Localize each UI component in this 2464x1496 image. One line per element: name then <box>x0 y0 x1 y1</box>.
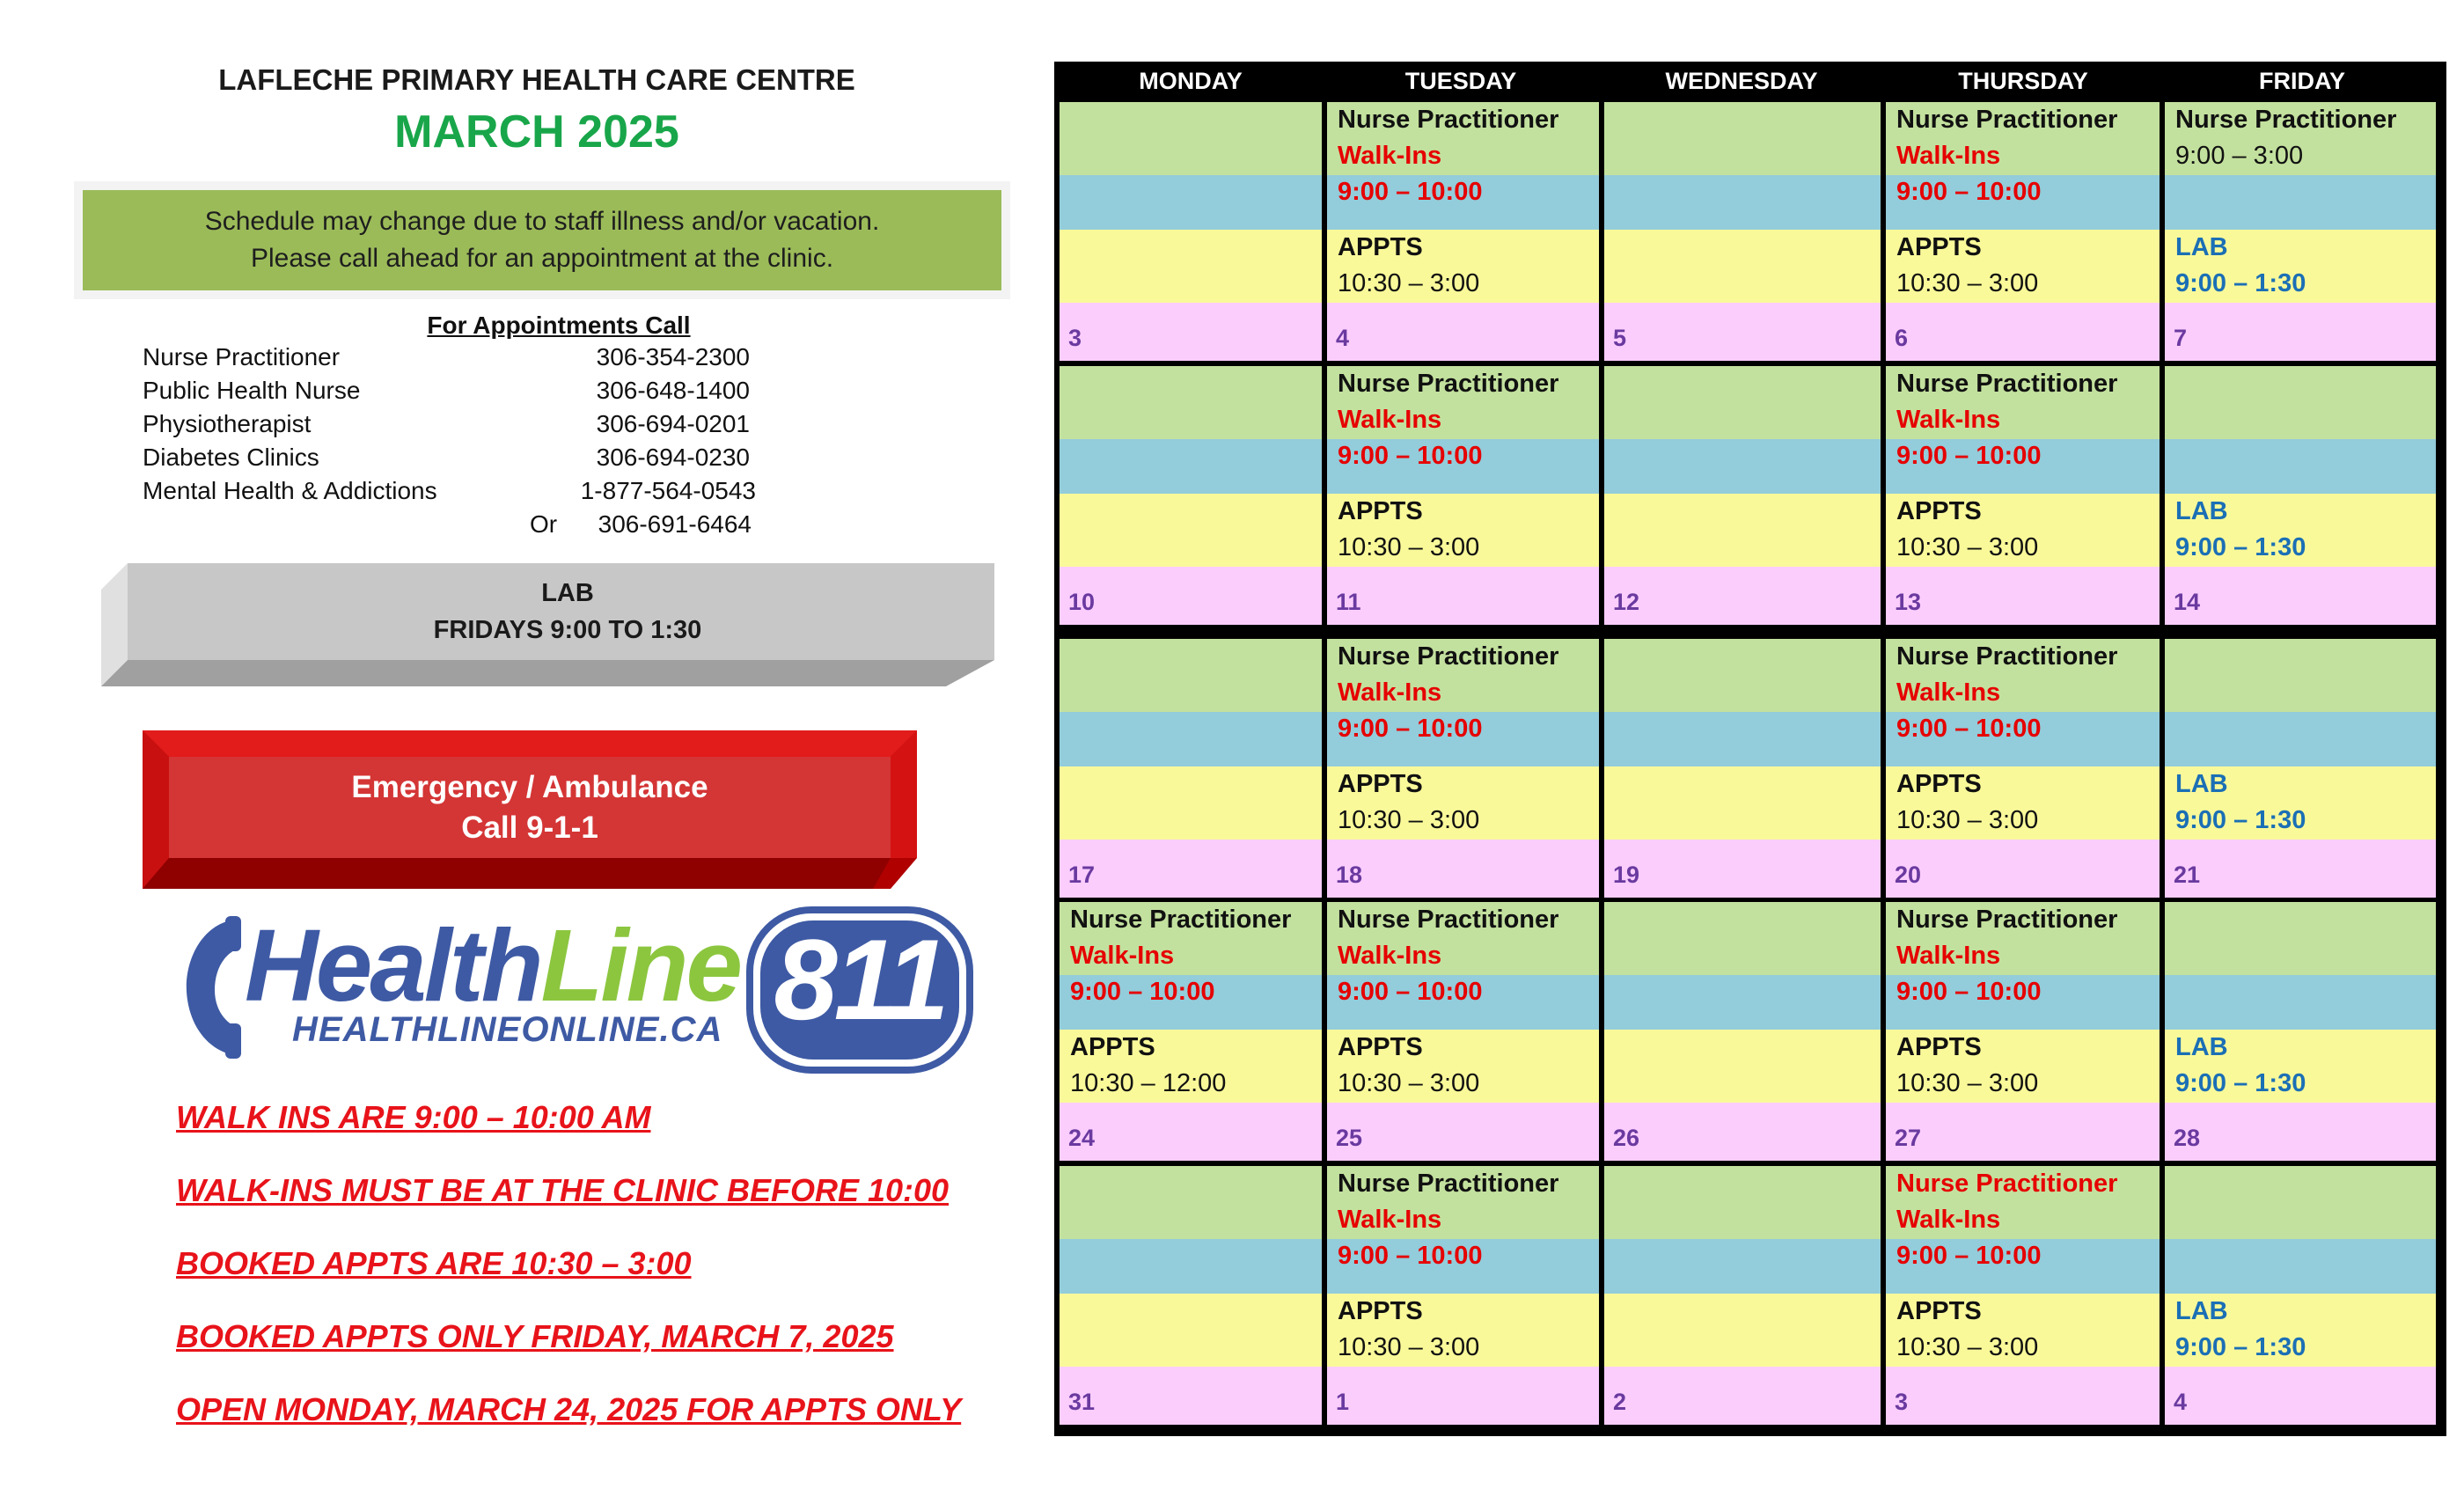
day-number: 19 <box>1613 862 1640 888</box>
appts-label: APPTS <box>1338 1033 1423 1061</box>
nurse-practitioner-label: Nurse Practitioner <box>1338 906 1559 934</box>
day-header-wednesday: WEDNESDAY <box>1665 67 1818 94</box>
cell-band <box>1327 303 1599 361</box>
appts-label: APPTS <box>1338 497 1423 525</box>
walk-ins-time: 9:00 – 10:00 <box>1338 978 1483 1006</box>
cell-band <box>1886 303 2160 361</box>
walk-ins-label: Walk-Ins <box>1896 942 2001 970</box>
walk-ins-time: 9:00 – 10:00 <box>1338 1242 1483 1270</box>
calendar-week <box>1060 639 2441 898</box>
appts-label: APPTS <box>1070 1033 1155 1061</box>
nurse-practitioner-label: Nurse Practitioner <box>1896 642 2118 671</box>
cell-band <box>1060 439 1322 494</box>
walk-ins-time: 9:00 – 10:00 <box>1896 715 2042 743</box>
walk-ins-time: 9:00 – 10:00 <box>1338 715 1483 743</box>
cell-band <box>1060 766 1322 840</box>
cell-band <box>2165 639 2436 712</box>
lab-banner <box>101 563 999 686</box>
cell-band <box>1886 1367 2160 1425</box>
walk-ins-label: Walk-Ins <box>1338 406 1442 434</box>
cell-band <box>1604 1367 1881 1425</box>
day-cell <box>1604 102 1881 361</box>
day-cell <box>1060 902 1322 1161</box>
cell-band <box>2165 840 2436 898</box>
cell-band <box>1604 102 1881 175</box>
contact-row <box>143 377 794 410</box>
cell-band <box>1604 1239 1881 1294</box>
walk-ins-label: Walk-Ins <box>1896 142 2001 170</box>
note-item: OPEN MONDAY, MARCH 24, 2025 FOR APPTS ONLY <box>176 1391 962 1427</box>
calendar-week <box>1060 902 2441 1161</box>
lab-time: 9:00 – 1:30 <box>2175 1333 2306 1361</box>
nurse-practitioner-label: Nurse Practitioner <box>1896 106 2118 134</box>
walk-ins-time: 9:00 – 10:00 <box>1338 178 1483 206</box>
day-number: 28 <box>2174 1125 2201 1151</box>
cell-band <box>1060 175 1322 230</box>
cell-band <box>1604 902 1881 975</box>
day-cell <box>2165 639 2436 898</box>
clinic-name: LAFLECHE PRIMARY HEALTH CARE CENTRE <box>218 63 855 96</box>
cell-band <box>1604 639 1881 712</box>
day-number: 4 <box>1336 325 1350 351</box>
calendar-week <box>1060 1166 2441 1425</box>
calendar-header <box>1054 62 2446 100</box>
note-item: BOOKED APPTS ONLY FRIDAY, MARCH 7, 2025 <box>176 1318 894 1354</box>
lab-label: LAB <box>2175 770 2228 798</box>
cell-band <box>1060 1367 1322 1425</box>
cell-band <box>1060 230 1322 303</box>
day-cell <box>1327 366 1599 625</box>
day-cell <box>1604 366 1881 625</box>
appts-label: APPTS <box>1896 1033 1982 1061</box>
appts-label: APPTS <box>1338 233 1423 261</box>
contact-phone: 306-694-0230 <box>596 444 750 471</box>
appts-time: 10:30 – 12:00 <box>1070 1069 1227 1097</box>
day-cell <box>2165 902 2436 1161</box>
month-title: MARCH 2025 <box>394 106 679 158</box>
nurse-practitioner-label: Nurse Practitioner <box>1070 906 1292 934</box>
walk-ins-label: Walk-Ins <box>1338 678 1442 707</box>
appts-label: APPTS <box>1338 1297 1423 1325</box>
cell-band <box>1060 567 1322 625</box>
cell-band <box>1060 1103 1322 1161</box>
cell-band <box>1060 366 1322 439</box>
walk-ins-label: Walk-Ins <box>1896 1206 2001 1234</box>
cell-band <box>1060 639 1322 712</box>
day-number: 1 <box>1336 1389 1350 1415</box>
cell-band <box>1060 303 1322 361</box>
appts-time: 10:30 – 3:00 <box>1338 1069 1480 1097</box>
contact-phone: 306-354-2300 <box>596 343 750 370</box>
note-item: BOOKED APPTS ARE 10:30 – 3:00 <box>176 1245 692 1281</box>
contact-role: Public Health Nurse <box>143 377 361 404</box>
cell-band <box>2165 1103 2436 1161</box>
appts-time: 10:30 – 3:00 <box>1338 806 1480 834</box>
contact-phone: 1-877-564-0543 <box>580 477 756 504</box>
cell-band <box>1604 766 1881 840</box>
day-cell <box>1886 102 2160 361</box>
contact-phone: 306-691-6464 <box>598 510 752 538</box>
day-cell <box>1060 366 1322 625</box>
walk-ins-label: Walk-Ins <box>1338 1206 1442 1234</box>
emergency-call: Call 9-1-1 <box>461 810 598 845</box>
nurse-practitioner-label: Nurse Practitioner <box>2175 106 2397 134</box>
cell-band <box>2165 712 2436 766</box>
appts-time: 10:30 – 3:00 <box>1896 806 2039 834</box>
cell-band <box>1604 175 1881 230</box>
day-number: 3 <box>1895 1389 1909 1415</box>
appts-label: APPTS <box>1896 1297 1982 1325</box>
calendar-week <box>1060 102 2441 361</box>
day-header-thursday: THURSDAY <box>1958 67 2088 94</box>
contact-role: Mental Health & Addictions <box>143 477 437 504</box>
day-cell <box>1060 102 1322 361</box>
cell-band <box>1604 366 1881 439</box>
healthline-logo <box>172 906 973 1074</box>
healthline-word-health: Health <box>245 908 541 1023</box>
cell-band <box>2165 902 2436 975</box>
appts-label: APPTS <box>1896 497 1982 525</box>
nurse-practitioner-label: Nurse Practitioner <box>1338 642 1559 671</box>
cell-band <box>1327 840 1599 898</box>
cell-band <box>1060 494 1322 567</box>
contact-role: Nurse Practitioner <box>143 343 341 370</box>
notice-line-1: Schedule may change due to staff illness and/or vacation. <box>204 207 880 236</box>
day-number: 18 <box>1336 862 1363 888</box>
day-number: 26 <box>1613 1125 1640 1151</box>
lab-label: LAB <box>2175 233 2228 261</box>
phone-handset-icon <box>172 911 252 1060</box>
day-cell <box>1604 902 1881 1161</box>
day-number: 7 <box>2174 325 2188 351</box>
day-number: 12 <box>1613 589 1640 615</box>
cell-band <box>1604 567 1881 625</box>
cell-band <box>1604 1294 1881 1367</box>
cell-band <box>1604 494 1881 567</box>
day-number: 27 <box>1895 1125 1922 1151</box>
lab-banner-hours: FRIDAYS 9:00 TO 1:30 <box>433 616 702 644</box>
cell-band <box>1604 1166 1881 1239</box>
emergency-title: Emergency / Ambulance <box>351 769 708 804</box>
day-number: 17 <box>1068 862 1096 888</box>
day-number: 21 <box>2174 862 2201 888</box>
walk-ins-label: Walk-Ins <box>1070 942 1175 970</box>
day-number: 3 <box>1068 325 1082 351</box>
contact-role: Diabetes Clinics <box>143 444 319 471</box>
day-cell <box>1604 1166 1881 1425</box>
walk-ins-time: 9:00 – 10:00 <box>1896 178 2042 206</box>
cell-band <box>1604 230 1881 303</box>
appointments-heading: For Appointments Call <box>427 312 691 339</box>
cell-band <box>1060 1239 1322 1294</box>
appts-time: 10:30 – 3:00 <box>1896 533 2039 561</box>
lab-label: LAB <box>2175 1297 2228 1325</box>
day-number: 24 <box>1068 1125 1096 1151</box>
notes-list <box>176 1096 961 1461</box>
day-number: 14 <box>2174 589 2201 615</box>
day-cell <box>1327 902 1599 1161</box>
np-hours: 9:00 – 3:00 <box>2175 142 2304 170</box>
appts-time: 10:30 – 3:00 <box>1338 269 1480 297</box>
cell-band <box>2165 366 2436 439</box>
cell-band <box>2165 1367 2436 1425</box>
appts-time: 10:30 – 3:00 <box>1338 533 1480 561</box>
nurse-practitioner-label: Nurse Practitioner <box>1896 370 2118 398</box>
walk-ins-time: 9:00 – 10:00 <box>1070 978 1215 1006</box>
contact-row <box>143 444 794 477</box>
cell-band <box>1060 712 1322 766</box>
appts-label: APPTS <box>1338 770 1423 798</box>
day-cell <box>1060 1166 1322 1425</box>
day-cell <box>1886 639 2160 898</box>
cell-band <box>1327 1103 1599 1161</box>
walk-ins-time: 9:00 – 10:00 <box>1338 442 1483 470</box>
cell-band <box>1604 840 1881 898</box>
day-cell <box>2165 102 2436 361</box>
cell-band <box>1060 1294 1322 1367</box>
day-number: 13 <box>1895 589 1922 615</box>
day-cell <box>1604 639 1881 898</box>
lab-time: 9:00 – 1:30 <box>2175 806 2306 834</box>
appts-time: 10:30 – 3:00 <box>1896 1069 2039 1097</box>
schedule-notice <box>74 181 1010 299</box>
day-header-friday: FRIDAY <box>2258 67 2346 94</box>
walk-ins-label: Walk-Ins <box>1338 142 1442 170</box>
note-item: WALK-INS MUST BE AT THE CLINIC BEFORE 10:00 <box>176 1172 950 1208</box>
day-number: 10 <box>1068 589 1096 615</box>
contact-row <box>143 343 794 377</box>
cell-band <box>2165 439 2436 494</box>
cell-band <box>1327 567 1599 625</box>
calendar-grid <box>1054 62 2446 1436</box>
appts-label: APPTS <box>1896 233 1982 261</box>
cell-band <box>1604 1103 1881 1161</box>
lab-time: 9:00 – 1:30 <box>2175 1069 2306 1097</box>
walk-ins-label: Walk-Ins <box>1338 942 1442 970</box>
contact-phone: 306-648-1400 <box>596 377 750 404</box>
contact-row <box>143 477 794 510</box>
cell-band <box>1327 1367 1599 1425</box>
nurse-practitioner-label: Nurse Practitioner <box>1338 106 1559 134</box>
healthline-811-badge <box>746 906 973 1074</box>
day-cell <box>2165 1166 2436 1425</box>
contact-role: Physiotherapist <box>143 410 312 437</box>
appts-time: 10:30 – 3:00 <box>1338 1333 1480 1361</box>
contact-or-label: Or <box>530 510 558 538</box>
walk-ins-label: Walk-Ins <box>1896 678 2001 707</box>
nurse-practitioner-label: Nurse Practitioner <box>1338 1170 1559 1198</box>
cell-band <box>2165 1239 2436 1294</box>
appts-label: APPTS <box>1896 770 1982 798</box>
cell-band <box>1604 712 1881 766</box>
lab-banner-title: LAB <box>541 579 594 607</box>
day-cell <box>1327 102 1599 361</box>
day-number: 11 <box>1336 589 1361 615</box>
appts-time: 10:30 – 3:00 <box>1896 1333 2039 1361</box>
cell-band <box>1886 840 2160 898</box>
contact-list <box>143 343 794 544</box>
walk-ins-time: 9:00 – 10:00 <box>1896 978 2042 1006</box>
cell-band <box>1604 975 1881 1030</box>
day-number: 25 <box>1336 1125 1363 1151</box>
healthline-url: HEALTHLINEONLINE.CA <box>292 1010 723 1049</box>
cell-band <box>1886 1103 2160 1161</box>
cell-band <box>1886 567 2160 625</box>
cell-band <box>2165 567 2436 625</box>
day-number: 6 <box>1895 325 1909 351</box>
walk-ins-time: 9:00 – 10:00 <box>1896 442 2042 470</box>
lab-label: LAB <box>2175 497 2228 525</box>
day-cell <box>1886 366 2160 625</box>
cell-band <box>2165 175 2436 230</box>
nurse-practitioner-label: Nurse Practitioner <box>1338 370 1559 398</box>
contact-row <box>143 510 794 544</box>
day-cell <box>2165 366 2436 625</box>
healthline-word-line: Line <box>540 908 740 1023</box>
cell-band <box>1060 1166 1322 1239</box>
cell-band <box>1060 102 1322 175</box>
appts-time: 10:30 – 3:00 <box>1896 269 2039 297</box>
healthline-number: 811 <box>774 915 946 1044</box>
cell-band <box>2165 303 2436 361</box>
contact-phone: 306-694-0201 <box>596 410 750 437</box>
walk-ins-label: Walk-Ins <box>1896 406 2001 434</box>
cell-band <box>2165 1166 2436 1239</box>
day-cell <box>1060 639 1322 898</box>
lab-label: LAB <box>2175 1033 2228 1061</box>
day-number: 31 <box>1068 1389 1096 1415</box>
nurse-practitioner-label: Nurse Practitioner <box>1896 1170 2118 1198</box>
contact-row <box>143 410 794 444</box>
nurse-practitioner-label: Nurse Practitioner <box>1896 906 2118 934</box>
day-cell <box>1327 639 1599 898</box>
lab-time: 9:00 – 1:30 <box>2175 269 2306 297</box>
day-number: 5 <box>1613 325 1627 351</box>
cell-band <box>2165 975 2436 1030</box>
day-cell <box>1886 902 2160 1161</box>
day-cell <box>1327 1166 1599 1425</box>
day-header-tuesday: TUESDAY <box>1404 67 1517 94</box>
cell-band <box>1604 439 1881 494</box>
day-number: 20 <box>1895 862 1922 888</box>
day-number: 4 <box>2174 1389 2188 1415</box>
cell-band <box>1060 840 1322 898</box>
cell-band <box>1604 1030 1881 1103</box>
day-number: 2 <box>1613 1389 1627 1415</box>
calendar-week <box>1060 366 2441 625</box>
walk-ins-time: 9:00 – 10:00 <box>1896 1242 2042 1270</box>
emergency-banner <box>143 730 917 889</box>
note-item: WALK INS ARE 9:00 – 10:00 AM <box>176 1099 651 1135</box>
lab-time: 9:00 – 1:30 <box>2175 533 2306 561</box>
notice-line-2: Please call ahead for an appointment at the clinic. <box>250 244 834 273</box>
cell-band <box>1604 303 1881 361</box>
day-header-monday: MONDAY <box>1139 67 1243 94</box>
day-cell <box>1886 1166 2160 1425</box>
